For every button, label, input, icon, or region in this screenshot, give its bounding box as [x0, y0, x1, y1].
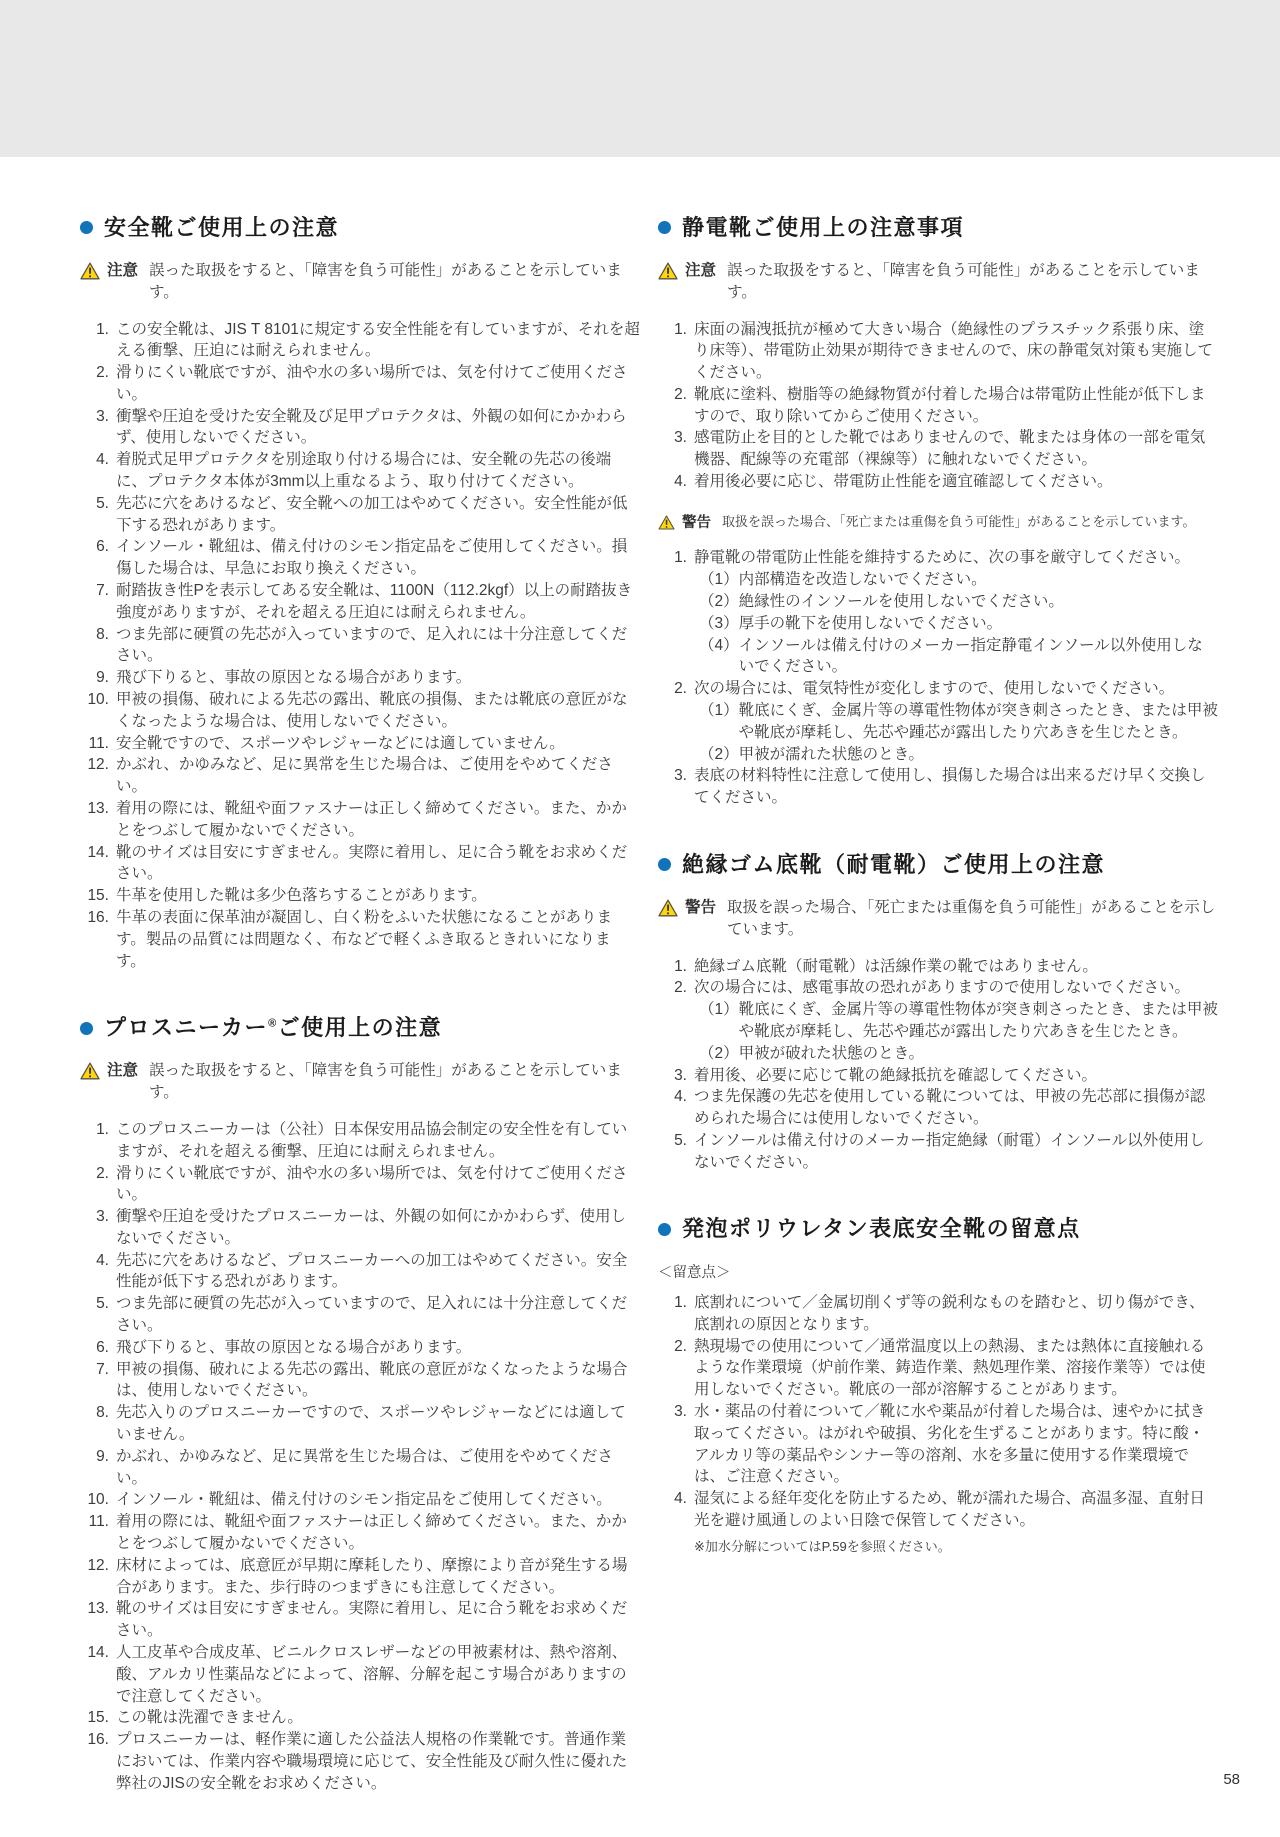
item-number: 8. — [96, 625, 109, 643]
item-number: 15. — [87, 1709, 109, 1727]
item-text: 甲被の損傷、破れによる先芯の露出、靴底の意匠がなくなったような場合は、使用しないでください。 — [116, 1360, 628, 1400]
item-number: 11. — [88, 1513, 109, 1531]
list-item — [658, 1065, 1218, 1087]
item-number: 5. — [96, 494, 109, 512]
item-text: 靴のサイズは目安にすぎません。実際に着用し、足に合う靴をお求めください。 — [116, 843, 628, 883]
warning-triangle-icon — [80, 1062, 100, 1087]
item-number: 12. — [87, 1556, 109, 1574]
sub-item-number: （3） — [699, 614, 739, 632]
list-item — [80, 406, 640, 450]
sub-list — [699, 569, 1218, 678]
list-item — [658, 319, 1218, 384]
numbered-list — [80, 319, 640, 973]
item-number: 4. — [96, 451, 109, 469]
item-text: 甲被の損傷、破れによる先芯の露出、靴底の損傷、または靴底の意匠がなくなったような場合は、使用しないでください。 — [116, 691, 628, 730]
section-title: 発泡ポリウレタン表底安全靴の留意点 — [682, 1216, 1081, 1242]
section-blocks — [80, 1060, 640, 1795]
item-text: この靴は洗濯できません。 — [116, 1709, 303, 1727]
item-text: 床面の漏洩抵抗が極めて大きい場合（絶縁性のプラスチック系張り床、塗り床等）、帯電防止効果が期待できませんので、床の静電気対策も実施してください。 — [694, 320, 1213, 382]
section-heading — [80, 1014, 640, 1042]
item-text: 牛革を使用した靴は多少色落ちすることがあります。 — [116, 887, 487, 905]
list-item — [658, 547, 1218, 678]
item-number: 3. — [96, 407, 109, 425]
list-item — [80, 580, 640, 624]
notice-text: 誤った取扱をすると、「障害を負う可能性」があることを示しています。 — [149, 261, 622, 301]
numbered-list — [658, 547, 1218, 809]
list-item — [80, 1250, 640, 1294]
list-item — [658, 384, 1218, 428]
item-number: 9. — [96, 669, 109, 687]
item-number: 10. — [87, 1491, 109, 1509]
section-heading — [80, 214, 640, 242]
item-number: 15. — [87, 887, 109, 905]
notice-text: 誤った取扱をすると、「障害を負う可能性」があることを示しています。 — [149, 1061, 622, 1101]
item-text: 飛び下りると、事故の原因となる場合があります。 — [116, 1338, 472, 1356]
list-item — [80, 1642, 640, 1707]
sub-list — [699, 999, 1218, 1064]
item-number: 11. — [88, 734, 109, 752]
list-item — [80, 733, 640, 755]
sub-item-text: 甲被が破れた状態のとき。 — [738, 1044, 925, 1062]
item-text: インソール・靴紐は、備え付けのシモン指定品をご使用してください。損傷した場合は、早急にお取り換えください。 — [116, 538, 628, 578]
list-item — [80, 667, 640, 689]
notice-label: 警告 — [682, 514, 711, 531]
item-number: 2. — [674, 385, 687, 403]
section-title-rest: ご使用上の注意 — [277, 1015, 443, 1041]
section-title: 静電靴ご使用上の注意事項 — [682, 215, 965, 240]
notice-label: 注意 — [685, 261, 717, 279]
list-item — [658, 471, 1218, 493]
list-item — [80, 1729, 640, 1794]
item-text: 湿気による経年変化を防止するため、靴が濡れた場合、高温多湿、直射日光を避け風通しのよい日陰で保管してください。 — [694, 1490, 1205, 1529]
item-number: 9. — [96, 1447, 109, 1465]
item-text: 先芯に穴をあけるなど、安全靴への加工はやめてください。安全性能が低下する恐れがあります。 — [116, 494, 628, 534]
item-number: 7. — [96, 1360, 109, 1378]
sub-item-text: 甲被が濡れた状態のとき。 — [738, 745, 925, 763]
item-text: 底割れについて／金属切削くず等の鋭利なものを踏むと、切り傷ができ、底割れの原因となります。 — [694, 1293, 1205, 1333]
item-number: 4. — [674, 1490, 687, 1508]
list-item — [80, 885, 640, 907]
sub-item — [699, 700, 1218, 744]
item-text: 感電防止を目的とした靴ではありませんので、靴または身体の一部を電気機器、配線等の充電部（裸線等）に触れないでください。 — [694, 429, 1206, 469]
item-number: 3. — [674, 1402, 687, 1420]
list-item — [80, 536, 640, 580]
list-item — [80, 798, 640, 842]
item-text: 次の場合には、感電事故の恐れがありますので使用しないでください。 — [694, 979, 1191, 997]
list-item — [80, 1511, 640, 1555]
item-text: 静電靴の帯電防止性能を維持するために、次の事を厳守してください。 — [694, 549, 1191, 567]
item-text: 着用の際には、靴紐や面ファスナーは正しく締めてください。また、かかとをつぶして履かないでください。 — [116, 800, 627, 839]
item-text: 牛革の表面に保革油が凝固し、白く粉をふいた状態になることがあります。製品の品質には問題なく、布などで軽くふき取るときれいになります。 — [116, 909, 613, 970]
notice — [658, 513, 1218, 534]
item-text: 水・薬品の付着について／靴に水や薬品が付着した場合は、速やかに拭き取ってください。はがれや破損、劣化を生ずることがあります。特に酸・アルカリ等の薬品やシンナー等の溶剤、水を多量に使用する作業環境では、ご注意ください。 — [694, 1402, 1206, 1486]
sub-item — [699, 569, 1218, 591]
list-item — [658, 1488, 1218, 1532]
item-number: 1. — [674, 1293, 687, 1311]
item-text: 先芯入りのプロスニーカーですので、スポーツやレジャーなどには適していません。 — [116, 1404, 626, 1444]
section-title: 絶縁ゴム底靴（耐電靴）ご使用上の注意 — [682, 852, 1106, 878]
item-text: インソール・靴紐は、備え付けのシモン指定品をご使用してください。 — [116, 1491, 612, 1509]
item-number: 1. — [674, 549, 687, 567]
notice-label: 警告 — [685, 898, 717, 916]
sub-item-text: 絶縁性のインソールを使用しないでください。 — [738, 593, 1064, 611]
list-item — [658, 956, 1218, 978]
item-number: 4. — [674, 473, 687, 491]
sub-item-text: 靴底にくぎ、金属片等の導電性物体が突き刺さったとき、または甲被や靴底が摩耗し、先芯や踵芯が露出したり穴あきを生じたとき。 — [738, 1001, 1218, 1040]
item-number: 4. — [96, 1251, 109, 1269]
item-number: 2. — [674, 680, 687, 698]
list-item — [658, 1292, 1218, 1336]
sub-item — [699, 744, 1218, 766]
item-text: 安全靴ですので、スポーツやレジャーなどには適していません。 — [116, 734, 565, 752]
notice — [80, 1060, 640, 1104]
list-item — [658, 678, 1218, 765]
item-number: 6. — [96, 538, 109, 556]
list-item — [80, 1555, 640, 1599]
sub-item-number: （4） — [699, 636, 739, 654]
list-item — [80, 1359, 640, 1403]
numbered-list — [658, 1292, 1218, 1532]
item-text: 耐踏抜き性Pを表示してある安全靴は、1100N（112.2kgf）以上の耐踏抜き強度がありますが、それを超える圧迫には耐えられません。 — [116, 582, 633, 621]
list-item — [80, 1119, 640, 1163]
section — [80, 214, 640, 972]
notice — [658, 897, 1218, 941]
list-item — [80, 689, 640, 733]
section-sublabel: ＜留意点＞ — [658, 1264, 731, 1281]
section-blocks — [658, 260, 1218, 810]
list-item — [80, 1206, 640, 1250]
item-text: 床材によっては、底意匠が早期に摩耗したり、摩擦により音が発生する場合があります。また、歩行時のつまずきにも注意してください。 — [116, 1556, 628, 1596]
sub-item-number: （2） — [699, 593, 739, 611]
item-text: つま先部に硬質の先芯が入っていますので、足入れには十分注意してください。 — [116, 625, 628, 665]
item-text: 熱現場での使用について／通常温度以上の熱湯、または熱体に直接触れるような作業環境（炉前作業、鋳造作業、熱処理作業、溶接作業等）では使用しないでください。靴底の一部が溶解することがあります。 — [694, 1337, 1206, 1399]
sub-item — [699, 1043, 1218, 1065]
item-number: 8. — [96, 1404, 109, 1422]
header-band — [0, 0, 1280, 157]
list-item — [80, 1337, 640, 1359]
item-text: 表底の材料特性に注意して使用し、損傷した場合は出来るだけ早く交換してください。 — [694, 767, 1206, 807]
list-item — [658, 1401, 1218, 1488]
item-number: 13. — [87, 800, 109, 818]
item-number: 6. — [96, 1338, 109, 1356]
sub-item — [699, 613, 1218, 635]
section-heading — [658, 851, 1218, 879]
item-number: 1. — [96, 1120, 109, 1138]
item-text: 着用後、必要に応じて靴の絶縁抵抗を確認してください。 — [694, 1066, 1098, 1084]
item-text: 先芯に穴をあけるなど、プロスニーカーへの加工はやめてください。安全性能が低下する恐れがあります。 — [116, 1251, 628, 1291]
item-text: プロスニーカーは、軽作業に適した公益法人規格の作業靴です。普通作業においては、作業内容や職場環境に応じて、安全性能及び耐久性に優れた弊社のJISの安全靴をお求めください。 — [116, 1731, 628, 1792]
sub-item — [699, 635, 1218, 679]
section-title-sup: ® — [268, 1018, 278, 1031]
section — [658, 214, 1218, 809]
section-heading — [658, 1215, 1218, 1243]
list-item — [80, 493, 640, 537]
item-number: 3. — [96, 1208, 109, 1226]
item-number: 2. — [674, 979, 687, 997]
item-number: 10. — [87, 691, 109, 709]
notice-text: 取扱を誤った場合、「死亡または重傷を負う可能性」があることを示しています。 — [722, 513, 1196, 529]
sub-item-number: （1） — [699, 571, 739, 589]
list-item — [80, 1489, 640, 1511]
notice — [80, 260, 640, 304]
section — [80, 1014, 640, 1794]
item-text: 靴のサイズは目安にすぎません。実際に着用し、足に合う靴をお求めください。 — [116, 1600, 628, 1640]
item-text: 着用後必要に応じ、帯電防止性能を適宜確認してください。 — [694, 473, 1113, 491]
section-title: 安全靴ご使用上の注意 — [104, 215, 340, 240]
section — [658, 1215, 1218, 1554]
item-text: 衝撃や圧迫を受けたプロスニーカーは、外観の如何にかかわらず、使用しないでください。 — [116, 1208, 626, 1247]
item-number: 1. — [674, 320, 687, 338]
list-item — [658, 1086, 1218, 1130]
list-item — [80, 1293, 640, 1337]
item-number: 16. — [87, 909, 109, 927]
warning-triangle-icon — [658, 515, 675, 535]
item-text: 滑りにくい靴底ですが、油や水の多い場所では、気を付けてご使用ください。 — [116, 1164, 628, 1204]
item-text: このプロスニーカーは（公社）日本保安用品協会制定の安全性を有していますが、それを超える衝撃、圧迫には耐えられません。 — [116, 1120, 628, 1160]
item-number: 3. — [674, 767, 687, 785]
sub-item-text: インソールは備え付けのメーカー指定静電インソール以外使用しないでください。 — [738, 636, 1203, 676]
numbered-list — [80, 1119, 640, 1795]
item-number: 4. — [674, 1088, 687, 1106]
list-item — [658, 1130, 1218, 1174]
list-item — [658, 977, 1218, 1064]
list-item — [80, 319, 640, 363]
warning-triangle-icon — [658, 262, 678, 287]
list-item — [80, 754, 640, 798]
item-text: この安全靴は、JIS T 8101に規定する安全性能を有していますが、それを超える衝撃、圧迫には耐えられません。 — [116, 320, 640, 360]
list-item — [658, 427, 1218, 471]
item-number: 1. — [674, 957, 687, 975]
item-number: 7. — [96, 582, 109, 600]
bullet-icon — [80, 221, 93, 234]
list-item — [80, 1598, 640, 1642]
item-number: 3. — [674, 429, 687, 447]
column-right — [658, 214, 1218, 1597]
item-text: 着脱式足甲プロテクタを別途取り付ける場合には、安全靴の先芯の後端に、プロテクタ本体が3mm以上重なるよう、取り付けてください。 — [116, 451, 612, 491]
list-item — [80, 1446, 640, 1490]
sub-list — [699, 700, 1218, 765]
sub-item — [699, 591, 1218, 613]
list-item — [80, 842, 640, 886]
section-blocks — [658, 897, 1218, 1174]
notice-text: 取扱を誤った場合、「死亡または重傷を負う可能性」があることを示しています。 — [727, 898, 1216, 938]
column-left — [80, 214, 640, 1837]
list-item — [80, 907, 640, 972]
list-item — [658, 765, 1218, 809]
item-text: 人工皮革や合成皮革、ビニルクロスレザーなどの甲被素材は、熱や溶剤、酸、アルカリ性薬品などによって、溶解、分解を起こす場合がありますので注意してください。 — [116, 1644, 628, 1705]
list-item — [658, 1336, 1218, 1401]
warning-triangle-icon — [80, 262, 100, 287]
section-heading — [658, 214, 1218, 242]
sub-item — [699, 999, 1218, 1043]
item-text: インソールは備え付けのメーカー指定絶縁（耐電）インソール以外使用しないでください。 — [694, 1131, 1205, 1171]
item-text: かぶれ、かゆみなど、足に異常を生じた場合は、ご使用をやめてください。 — [116, 1447, 613, 1487]
item-number: 5. — [674, 1131, 687, 1149]
item-text: 絶縁ゴム底靴（耐電靴）は活線作業の靴ではありません。 — [694, 957, 1098, 975]
sub-item-number: （1） — [699, 702, 739, 720]
item-number: 16. — [87, 1731, 109, 1749]
item-number: 12. — [87, 756, 109, 774]
numbered-list — [658, 319, 1218, 493]
warning-triangle-icon — [658, 899, 678, 924]
bullet-icon — [658, 858, 671, 871]
bullet-icon — [658, 1223, 671, 1236]
section-blocks — [658, 1261, 1218, 1555]
list-item — [80, 362, 640, 406]
numbered-list — [658, 956, 1218, 1174]
item-text: つま先部に硬質の先芯が入っていますので、足入れには十分注意してください。 — [116, 1295, 628, 1335]
notice — [658, 260, 1218, 304]
item-number: 13. — [87, 1600, 109, 1618]
item-number: 2. — [674, 1337, 687, 1355]
item-number: 3. — [674, 1066, 687, 1084]
notice-label: 注意 — [107, 1061, 139, 1079]
item-number: 14. — [87, 843, 109, 861]
sub-item-text: 靴底にくぎ、金属片等の導電性物体が突き刺さったとき、または甲被や靴底が摩耗し、先芯や踵芯が露出したり穴あきを生じたとき。 — [738, 702, 1218, 741]
item-text: 着用の際には、靴紐や面ファスナーは正しく締めてください。また、かかとをつぶして履かないでください。 — [116, 1513, 627, 1553]
section-blocks — [80, 260, 640, 973]
item-number: 2. — [96, 1164, 109, 1182]
list-item — [80, 624, 640, 668]
item-text: つま先保護の先芯を使用している靴については、甲被の先芯部に損傷が認められた場合には使用しないでください。 — [694, 1088, 1206, 1128]
sub-item-text: 内部構造を改造しないでください。 — [738, 571, 987, 589]
section-title: プロスニーカー — [104, 1015, 269, 1041]
sub-item-number: （2） — [699, 745, 739, 763]
sub-item-number: （2） — [699, 1044, 739, 1062]
item-text: 衝撃や圧迫を受けた安全靴及び足甲プロテクタは、外観の如何にかかわらず、使用しないでください。 — [116, 407, 627, 447]
item-number: 14. — [87, 1644, 109, 1662]
item-number: 1. — [96, 320, 109, 338]
item-number: 5. — [96, 1295, 109, 1313]
list-item — [80, 1163, 640, 1207]
item-number: 2. — [96, 364, 109, 382]
list-item — [80, 1707, 640, 1729]
section — [658, 851, 1218, 1173]
sub-item-number: （1） — [699, 1001, 739, 1019]
sub-item-text: 厚手の靴下を使用しないでください。 — [738, 614, 1003, 632]
item-text: 飛び下りると、事故の原因となる場合があります。 — [116, 669, 472, 687]
item-text: 次の場合には、電気特性が変化しますので、使用しないでください。 — [694, 680, 1175, 698]
list-item — [80, 1402, 640, 1446]
notice-text: 誤った取扱をすると、「障害を負う可能性」があることを示しています。 — [727, 261, 1200, 301]
item-text: 靴底に塗料、樹脂等の絶縁物質が付着した場合は帯電防止性能が低下しますので、取り除いてからご使用ください。 — [694, 385, 1206, 425]
footnote: ※加水分解についてはP.59を参照ください。 — [694, 1538, 951, 1554]
bullet-icon — [80, 1022, 93, 1035]
item-text: かぶれ、かゆみなど、足に異常を生じた場合は、ご使用をやめてください。 — [116, 756, 613, 796]
page-number: 58 — [1223, 1771, 1240, 1788]
notice-label: 注意 — [107, 261, 139, 279]
list-item — [80, 449, 640, 493]
item-text: 滑りにくい靴底ですが、油や水の多い場所では、気を付けてご使用ください。 — [116, 364, 628, 403]
bullet-icon — [658, 221, 671, 234]
